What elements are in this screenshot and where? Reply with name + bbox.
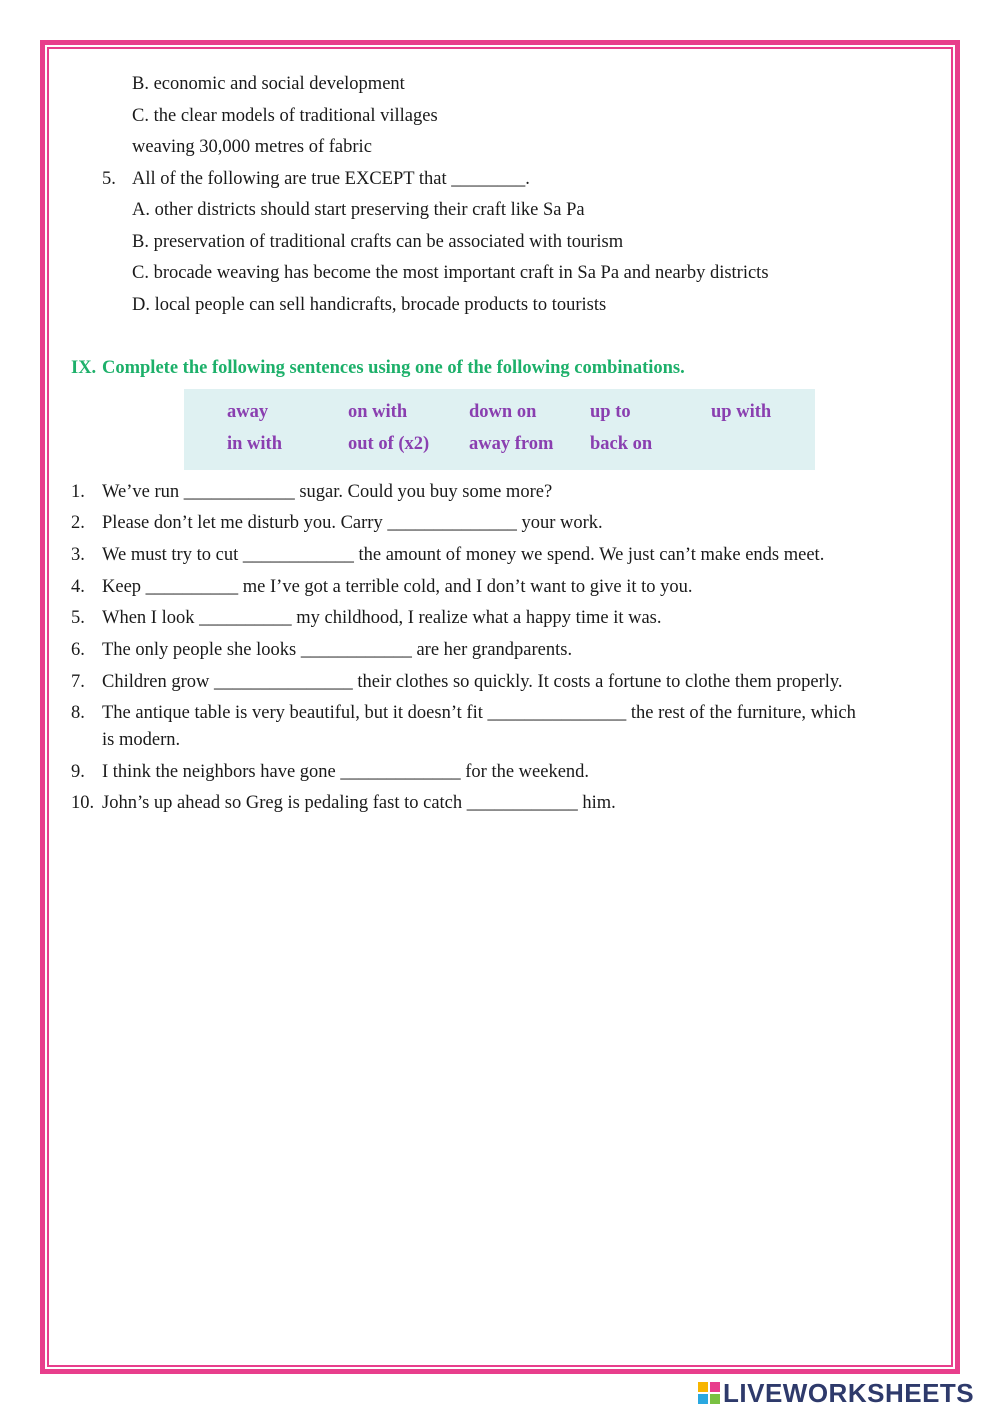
sentence-number: 8.	[71, 703, 85, 723]
sentence-10	[71, 792, 616, 814]
sentence-5	[71, 607, 662, 629]
sentence-text: Please don’t let me disturb you. Carry ______________ your work.	[102, 513, 603, 533]
sentence-text: When I look __________ my childhood, I realize what a happy time it was.	[102, 608, 662, 628]
sentence-number: 2.	[71, 513, 85, 533]
sentence-text: The antique table is very beautiful, but it doesn’t fit _______________ the rest of the furniture, which	[102, 703, 856, 723]
question-5-number: 5.	[102, 169, 116, 189]
sentence-4	[71, 576, 693, 598]
word-bank-item: on with	[348, 402, 408, 422]
question-5-option-d: D. local people can sell handicrafts, brocade products to tourists	[132, 295, 607, 315]
sentence-number: 1.	[71, 482, 85, 502]
sentence-number: 3.	[71, 545, 85, 565]
word-bank-item: away	[227, 402, 269, 422]
sentence-8	[71, 702, 856, 724]
sentence-3	[71, 544, 825, 566]
sentence-text: We must try to cut ____________ the amount of money we spend. We just can’t make ends meet.	[102, 545, 825, 565]
sentence-number: 10.	[71, 793, 95, 813]
word-bank-item: away from	[469, 434, 554, 454]
liveworksheets-logo-icon	[698, 1382, 720, 1404]
sentence-number: 4.	[71, 577, 85, 597]
word-bank-item: up with	[711, 402, 772, 422]
word-bank-item: out of (x2)	[348, 434, 430, 454]
liveworksheets-watermark	[698, 1380, 974, 1406]
sentence-number: 6.	[71, 640, 85, 660]
word-bank-item: up to	[590, 402, 631, 422]
word-bank-item: down on	[469, 402, 537, 422]
sentence-7	[71, 671, 843, 693]
sentence-text: Keep __________ me I’ve got a terrible cold, and I don’t want to give it to you.	[102, 577, 693, 597]
question-5-option-c: C. brocade weaving has become the most important craft in Sa Pa and nearby districts	[132, 263, 769, 283]
option-b-text: B. economic and social development	[132, 74, 405, 94]
watermark-text: LIVEWORKSHEETS	[723, 1378, 975, 1408]
sentence-number: 5.	[71, 608, 85, 628]
sentence-text: John’s up ahead so Greg is pedaling fast to catch ____________ him.	[102, 793, 616, 813]
section-ix-title: Complete the following sentences using one of the following combinations.	[102, 358, 685, 378]
option-c-text: C. the clear models of traditional villages	[132, 106, 438, 126]
sentence-text: The only people she looks ____________ are her grandparents.	[102, 640, 573, 660]
question-5-option-b: B. preservation of traditional crafts can be associated with tourism	[132, 232, 624, 252]
section-ix-number: IX.	[71, 358, 97, 378]
word-bank-item: in with	[227, 434, 283, 454]
sentence-text: Children grow _______________ their clothes so quickly. It costs a fortune to clothe them properly.	[102, 672, 843, 692]
sentence-8-continuation: is modern.	[102, 730, 181, 750]
sentence-6	[71, 639, 573, 661]
sentence-number: 9.	[71, 762, 85, 782]
sentence-2	[71, 512, 603, 534]
sentence-number: 7.	[71, 672, 85, 692]
section-ix-heading	[71, 357, 685, 379]
word-bank-item: back on	[590, 434, 653, 454]
question-5-option-a: A. other districts should start preserving their craft like Sa Pa	[132, 200, 585, 220]
question-5-stem: All of the following are true EXCEPT that ________.	[132, 169, 530, 189]
sentence-text: We’ve run ____________ sugar. Could you buy some more?	[102, 482, 553, 502]
sentence-text: I think the neighbors have gone _____________ for the weekend.	[102, 762, 590, 782]
option-extra-text: weaving 30,000 metres of fabric	[132, 137, 372, 157]
sentence-9	[71, 761, 590, 783]
sentence-1	[71, 481, 553, 503]
